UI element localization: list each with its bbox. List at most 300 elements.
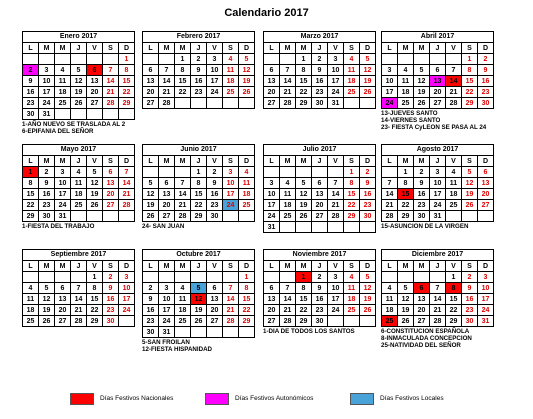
day-cell: 5 (360, 54, 376, 65)
weekday-header: M (296, 156, 312, 167)
day-cell: 4 (398, 65, 414, 76)
holiday-notes (263, 328, 376, 335)
day-cell: 25 (175, 316, 191, 327)
empty-cell (296, 222, 312, 233)
day-cell: 17 (119, 294, 135, 305)
weekday-header: D (360, 156, 376, 167)
day-cell: 11 (398, 76, 414, 87)
month-5 (22, 144, 135, 230)
weekday-header: V (328, 261, 344, 272)
day-cell: 20 (103, 189, 119, 200)
day-cell: 1 (462, 54, 478, 65)
weekday-header: S (344, 156, 360, 167)
day-cell: 15 (296, 76, 312, 87)
day-cell: 14 (175, 189, 191, 200)
day-cell: 15 (398, 189, 414, 200)
day-cell: 12 (239, 65, 255, 76)
day-cell: 10 (159, 294, 175, 305)
empty-cell (143, 54, 159, 65)
day-cell: 26 (143, 211, 159, 222)
day-cell: 28 (280, 98, 296, 109)
day-cell: 9 (414, 178, 430, 189)
day-cell: 16 (103, 294, 119, 305)
holiday-note: 1-DIA DE TODOS LOS SANTOS (263, 328, 355, 335)
day-cell: 24 (159, 316, 175, 327)
day-cell: 20 (87, 87, 103, 98)
month-2 (142, 31, 255, 109)
day-cell: 25 (344, 305, 360, 316)
day-cell: 22 (239, 305, 255, 316)
day-cell: 18 (382, 305, 398, 316)
day-cell: 27 (103, 200, 119, 211)
empty-cell (159, 167, 175, 178)
weekday-header: V (87, 261, 103, 272)
empty-cell (71, 211, 87, 222)
empty-cell (239, 211, 255, 222)
weekday-header: D (119, 156, 135, 167)
weekday-header: V (446, 43, 462, 54)
day-cell: 26 (360, 305, 376, 316)
day-cell: 20 (312, 200, 328, 211)
day-cell: 16 (312, 294, 328, 305)
day-cell: 16 (191, 76, 207, 87)
weekday-header: J (430, 261, 446, 272)
day-cell: 31 (39, 109, 55, 120)
empty-cell (382, 272, 398, 283)
weekday-header: L (143, 261, 159, 272)
day-cell: 22 (23, 200, 39, 211)
weekday-header: M (414, 261, 430, 272)
day-cell: 5 (191, 283, 207, 294)
day-cell: 25 (446, 200, 462, 211)
holiday-note: 15-ASUNCION DE LA VIRGEN (381, 223, 469, 230)
day-cell: 14 (71, 294, 87, 305)
day-cell: 1 (296, 54, 312, 65)
empty-cell (328, 316, 344, 327)
day-cell: 27 (159, 211, 175, 222)
day-cell: 12 (87, 178, 103, 189)
weekday-header: L (264, 261, 280, 272)
day-cell: 6 (143, 65, 159, 76)
day-cell: 17 (328, 76, 344, 87)
day-cell: 22 (119, 87, 135, 98)
day-cell: 30 (414, 211, 430, 222)
weekday-header: V (328, 43, 344, 54)
empty-cell (462, 211, 478, 222)
day-cell: 27 (87, 98, 103, 109)
day-cell: 1 (344, 167, 360, 178)
day-cell: 8 (87, 283, 103, 294)
legend-swatch (350, 393, 374, 405)
day-cell: 4 (280, 178, 296, 189)
day-cell: 21 (328, 200, 344, 211)
day-cell: 12 (39, 294, 55, 305)
day-cell: 1 (296, 272, 312, 283)
empty-cell (175, 327, 191, 338)
day-cell: 21 (280, 87, 296, 98)
month-title: Abril 2017 (381, 31, 494, 42)
day-cell: 3 (478, 272, 494, 283)
empty-cell (71, 272, 87, 283)
weekday-header: M (280, 156, 296, 167)
month-11 (263, 249, 376, 335)
holiday-note: 6-CONSTITUCION ESPAÑOLA (381, 328, 470, 335)
month-7 (263, 144, 376, 233)
holiday-notes (381, 328, 494, 349)
day-cell: 17 (328, 294, 344, 305)
day-cell: 15 (175, 76, 191, 87)
day-cell: 2 (414, 167, 430, 178)
empty-cell (360, 222, 376, 233)
empty-cell (280, 54, 296, 65)
day-cell: 6 (414, 283, 430, 294)
day-cell: 4 (344, 272, 360, 283)
day-cell: 29 (119, 98, 135, 109)
day-cell: 5 (87, 167, 103, 178)
holiday-note: 24- SAN JUAN (142, 223, 185, 230)
weekday-header: M (159, 261, 175, 272)
day-cell: 15 (239, 294, 255, 305)
month-8 (381, 144, 494, 230)
day-cell: 28 (382, 211, 398, 222)
day-cell: 14 (119, 178, 135, 189)
day-cell: 28 (430, 316, 446, 327)
day-cell: 7 (103, 65, 119, 76)
day-cell: 17 (223, 189, 239, 200)
day-cell: 30 (312, 98, 328, 109)
day-cell: 21 (159, 87, 175, 98)
day-cell: 12 (398, 294, 414, 305)
day-cell: 28 (280, 316, 296, 327)
empty-cell (175, 272, 191, 283)
day-cell: 27 (55, 316, 71, 327)
day-cell: 8 (296, 65, 312, 76)
day-cell: 5 (462, 167, 478, 178)
day-cell: 10 (223, 178, 239, 189)
weekday-header: S (223, 156, 239, 167)
day-cell: 29 (344, 211, 360, 222)
day-cell: 9 (143, 294, 159, 305)
day-cell: 3 (39, 65, 55, 76)
weekday-header: S (462, 43, 478, 54)
day-cell: 17 (55, 189, 71, 200)
day-cell: 26 (414, 98, 430, 109)
day-cell: 3 (119, 272, 135, 283)
day-cell: 22 (462, 87, 478, 98)
weekday-header: J (71, 156, 87, 167)
day-cell: 19 (398, 305, 414, 316)
legend-label: Días Festivos Nacionales (100, 395, 174, 402)
day-cell: 11 (382, 294, 398, 305)
day-cell: 2 (462, 272, 478, 283)
weekday-header: S (344, 43, 360, 54)
weekday-header: M (159, 156, 175, 167)
day-cell: 8 (119, 65, 135, 76)
day-cell: 16 (207, 189, 223, 200)
day-cell: 5 (296, 178, 312, 189)
day-cell: 26 (462, 200, 478, 211)
day-cell: 25 (239, 200, 255, 211)
day-cell: 31 (55, 211, 71, 222)
day-cell: 28 (119, 200, 135, 211)
weekday-header: V (328, 156, 344, 167)
empty-cell (414, 272, 430, 283)
weekday-header: S (462, 156, 478, 167)
weekday-header: L (143, 156, 159, 167)
day-cell: 14 (328, 189, 344, 200)
day-cell: 8 (175, 65, 191, 76)
day-cell: 29 (462, 98, 478, 109)
empty-cell (39, 54, 55, 65)
day-cell: 26 (398, 316, 414, 327)
day-cell: 18 (239, 189, 255, 200)
day-cell: 19 (87, 189, 103, 200)
empty-cell (264, 272, 280, 283)
day-cell: 23 (23, 98, 39, 109)
day-cell: 12 (414, 76, 430, 87)
day-cell: 19 (191, 305, 207, 316)
day-cell: 25 (398, 98, 414, 109)
empty-cell (360, 316, 376, 327)
weekday-header: S (223, 261, 239, 272)
day-cell: 10 (55, 178, 71, 189)
day-cell: 4 (23, 283, 39, 294)
day-cell: 17 (207, 76, 223, 87)
day-cell: 6 (87, 65, 103, 76)
empty-cell (87, 109, 103, 120)
weekday-header: M (159, 43, 175, 54)
empty-cell (159, 272, 175, 283)
empty-cell (280, 167, 296, 178)
day-cell: 30 (312, 316, 328, 327)
empty-cell (39, 272, 55, 283)
day-cell: 3 (430, 167, 446, 178)
day-cell: 9 (312, 283, 328, 294)
day-cell: 26 (360, 87, 376, 98)
holiday-note: 1-FIESTA DEL TRABAJO (22, 223, 95, 230)
day-cell: 5 (414, 65, 430, 76)
day-cell: 18 (446, 189, 462, 200)
day-cell: 24 (430, 200, 446, 211)
holiday-note: 6-EPIFANIA DEL SEÑOR (22, 128, 94, 135)
day-cell: 22 (344, 200, 360, 211)
weekday-header: M (398, 261, 414, 272)
weekday-header: D (239, 43, 255, 54)
day-cell: 24 (328, 305, 344, 316)
day-cell: 21 (71, 305, 87, 316)
weekday-header: J (430, 156, 446, 167)
day-cell: 14 (446, 76, 462, 87)
day-cell: 13 (478, 178, 494, 189)
day-cell: 8 (398, 178, 414, 189)
empty-cell (223, 272, 239, 283)
weekday-header: M (39, 261, 55, 272)
holiday-note: 23- FIESTA CyLEON SE PASA AL 24 (381, 124, 487, 131)
day-cell: 26 (87, 200, 103, 211)
day-cell: 18 (23, 305, 39, 316)
weekday-header: J (191, 261, 207, 272)
day-cell: 16 (414, 189, 430, 200)
empty-cell (207, 272, 223, 283)
empty-cell (119, 211, 135, 222)
day-cell: 25 (23, 316, 39, 327)
day-cell: 23 (39, 200, 55, 211)
empty-cell (207, 327, 223, 338)
day-cell: 22 (296, 305, 312, 316)
legend-label: Días Festivos Autonómicos (235, 395, 314, 402)
weekday-header: M (398, 43, 414, 54)
month-3 (263, 31, 376, 109)
day-cell: 23 (478, 87, 494, 98)
day-cell: 11 (23, 294, 39, 305)
weekday-header: J (191, 156, 207, 167)
day-cell: 9 (207, 178, 223, 189)
empty-cell (446, 54, 462, 65)
day-cell: 24 (39, 98, 55, 109)
day-cell: 16 (360, 189, 376, 200)
weekday-header: M (175, 261, 191, 272)
day-cell: 17 (264, 200, 280, 211)
day-cell: 9 (462, 283, 478, 294)
day-cell: 15 (119, 76, 135, 87)
day-cell: 16 (143, 305, 159, 316)
day-cell: 18 (280, 200, 296, 211)
weekday-header: L (264, 156, 280, 167)
empty-cell (119, 316, 135, 327)
empty-cell (143, 167, 159, 178)
day-cell: 25 (382, 316, 398, 327)
day-cell: 27 (430, 98, 446, 109)
day-cell: 31 (328, 98, 344, 109)
day-cell: 21 (223, 305, 239, 316)
day-cell: 22 (446, 305, 462, 316)
day-cell: 13 (103, 178, 119, 189)
weekday-header: S (223, 43, 239, 54)
weekday-header: S (103, 156, 119, 167)
day-cell: 14 (223, 294, 239, 305)
day-cell: 7 (119, 167, 135, 178)
day-cell: 10 (382, 76, 398, 87)
empty-cell (175, 167, 191, 178)
day-cell: 2 (478, 54, 494, 65)
day-cell: 18 (55, 87, 71, 98)
day-cell: 11 (55, 76, 71, 87)
day-cell: 11 (71, 178, 87, 189)
day-cell: 23 (207, 200, 223, 211)
month-title: Junio 2017 (142, 144, 255, 155)
weekday-header: L (382, 261, 398, 272)
day-cell: 11 (280, 189, 296, 200)
day-cell: 8 (462, 65, 478, 76)
weekday-header: D (239, 156, 255, 167)
day-cell: 2 (207, 167, 223, 178)
day-cell: 3 (55, 167, 71, 178)
empty-cell (328, 222, 344, 233)
day-cell: 4 (382, 283, 398, 294)
weekday-header: D (478, 261, 494, 272)
day-cell: 27 (143, 98, 159, 109)
day-cell: 24 (119, 305, 135, 316)
day-cell: 30 (39, 211, 55, 222)
day-cell: 28 (223, 316, 239, 327)
holiday-notes (142, 223, 255, 230)
day-cell: 23 (312, 87, 328, 98)
day-cell: 29 (296, 316, 312, 327)
day-cell: 21 (119, 189, 135, 200)
day-cell: 28 (328, 211, 344, 222)
day-cell: 7 (430, 283, 446, 294)
holiday-notes (22, 223, 135, 230)
day-cell: 20 (207, 305, 223, 316)
empty-cell (382, 54, 398, 65)
day-cell: 24 (223, 200, 239, 211)
day-cell: 23 (143, 316, 159, 327)
day-cell: 14 (280, 294, 296, 305)
day-cell: 31 (264, 222, 280, 233)
day-cell: 3 (264, 178, 280, 189)
day-cell: 3 (328, 54, 344, 65)
day-cell: 25 (344, 87, 360, 98)
day-cell: 29 (23, 211, 39, 222)
day-cell: 19 (360, 294, 376, 305)
weekday-header: J (312, 156, 328, 167)
day-cell: 21 (103, 87, 119, 98)
weekday-header: D (360, 261, 376, 272)
empty-cell (87, 211, 103, 222)
day-cell: 1 (446, 272, 462, 283)
day-cell: 17 (478, 294, 494, 305)
day-cell: 6 (159, 178, 175, 189)
day-cell: 20 (55, 305, 71, 316)
day-cell: 26 (39, 316, 55, 327)
empty-cell (191, 327, 207, 338)
day-cell: 10 (119, 283, 135, 294)
day-cell: 14 (159, 76, 175, 87)
weekday-header: M (55, 261, 71, 272)
empty-cell (207, 98, 223, 109)
empty-cell (360, 98, 376, 109)
day-cell: 30 (23, 109, 39, 120)
weekday-header: J (312, 43, 328, 54)
weekday-header: M (39, 43, 55, 54)
weekday-header: J (71, 43, 87, 54)
day-cell: 13 (264, 294, 280, 305)
day-cell: 18 (175, 305, 191, 316)
day-cell: 31 (430, 211, 446, 222)
weekday-header: M (39, 156, 55, 167)
weekday-header: M (398, 156, 414, 167)
day-cell: 22 (175, 87, 191, 98)
weekday-header: D (478, 156, 494, 167)
day-cell: 7 (382, 178, 398, 189)
empty-cell (312, 167, 328, 178)
day-cell: 15 (191, 189, 207, 200)
day-cell: 29 (239, 316, 255, 327)
month-12 (381, 249, 494, 349)
day-cell: 8 (446, 283, 462, 294)
day-cell: 2 (103, 272, 119, 283)
day-cell: 15 (23, 189, 39, 200)
day-cell: 18 (344, 76, 360, 87)
day-cell: 16 (312, 76, 328, 87)
weekday-header: V (446, 156, 462, 167)
day-cell: 23 (462, 305, 478, 316)
day-cell: 8 (296, 283, 312, 294)
holiday-notes (381, 110, 494, 131)
month-title: Febrero 2017 (142, 31, 255, 42)
day-cell: 19 (296, 200, 312, 211)
day-cell: 26 (296, 211, 312, 222)
